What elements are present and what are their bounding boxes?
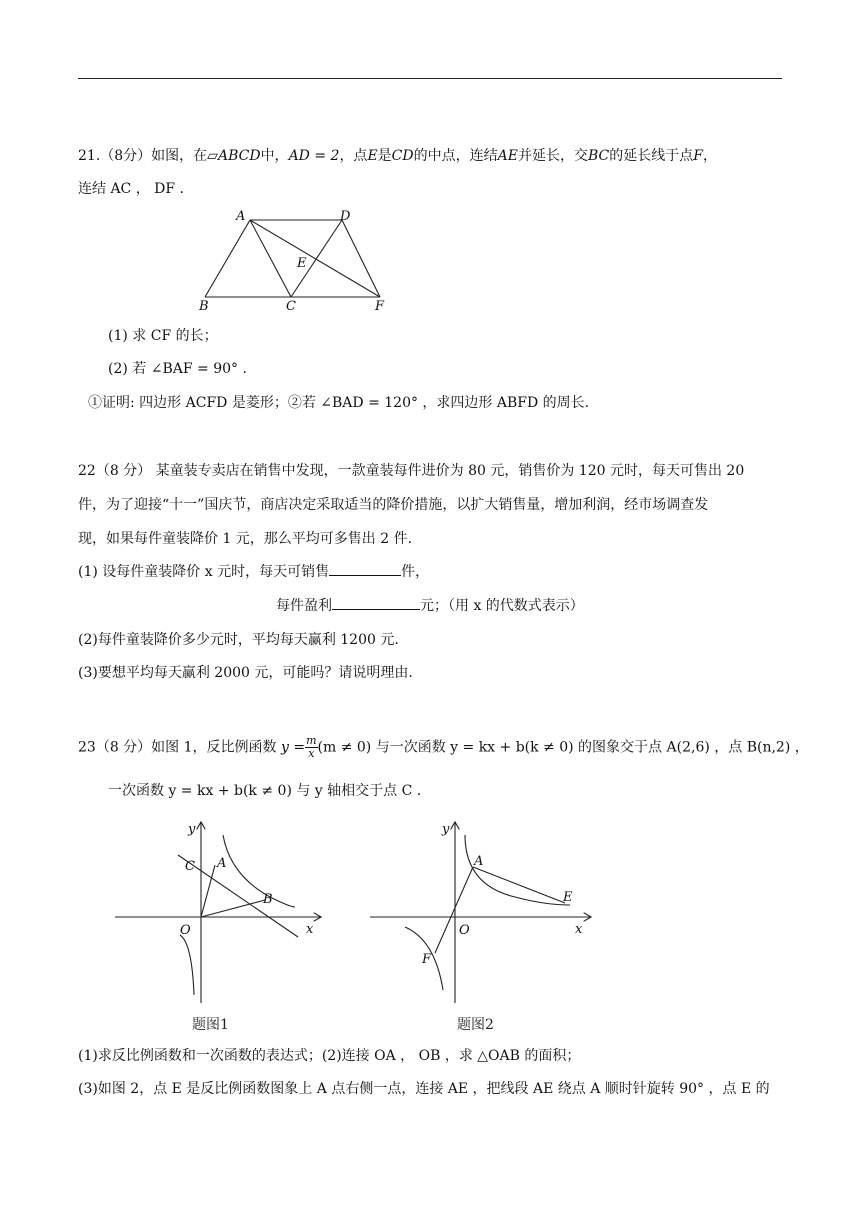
fig-label-f: F — [375, 299, 385, 314]
fig1-caption: 题图1 — [192, 1017, 229, 1033]
fig2-label-e: E — [563, 890, 573, 905]
q22-part3: (3)要想平均每天赢利 2000 元，可能吗？请说明理由. — [78, 665, 413, 681]
fig1-label-a: A — [217, 856, 227, 871]
q21-text: 的中点，连结 — [413, 148, 498, 164]
fig1-label-b: B — [263, 892, 273, 907]
q21-text: 中， — [260, 148, 289, 164]
fig1-label-x: x — [306, 922, 314, 937]
q21-text: 并延长，交 — [517, 148, 588, 164]
q22-part1-text: (1) 设每件童装降价 x 元时，每天可销售 — [78, 564, 330, 580]
q21-text: 的延长线于点 — [609, 148, 694, 164]
q22-part1-line2 — [276, 595, 584, 617]
fig-label-d: D — [340, 209, 351, 224]
fig-label-a: A — [236, 209, 246, 224]
fig2-label-o: O — [459, 923, 470, 938]
fig1-label-c: C — [185, 859, 195, 874]
q23-figure1 — [110, 815, 330, 1035]
answer-blank[interactable] — [329, 561, 401, 576]
q23-text: 23（8 分）如图 1，反比例函数 — [78, 739, 277, 756]
fig2-label-x: x — [575, 922, 583, 937]
answer-blank[interactable] — [332, 595, 420, 610]
fig1-label-o: O — [180, 923, 191, 938]
q21-text: ，点 — [339, 148, 368, 164]
q21-statement-line1 — [78, 145, 717, 167]
q21-text: CD — [391, 148, 414, 164]
fig1-label-y: y — [188, 822, 196, 837]
fig-label-b: B — [199, 299, 209, 314]
fraction-numerator: m — [306, 734, 317, 747]
fraction-denominator: x — [308, 747, 315, 760]
q21-text: F — [693, 148, 703, 164]
q22-part1-text: 每件盈利 — [276, 598, 332, 614]
q21-parallelogram-figure — [195, 205, 395, 315]
q22-statement-line2: 件，为了迎接“十一”国庆节，商店决定采取适当的降价措施，以扩大销售量，增加利润，经市场调查发 — [78, 497, 709, 513]
fig2-label-f: F — [422, 952, 432, 967]
q23-text: y = — [280, 739, 306, 756]
fig2-label-a: A — [474, 854, 484, 869]
q21-part2: (2) 若 ∠BAF = 90° . — [108, 361, 247, 377]
q22-part2: (2)每件童装降价多少元时，平均每天赢利 1200 元. — [78, 632, 399, 648]
fig-label-e: E — [297, 256, 307, 271]
q23-statement-line2: 一次函数 y = kx + b(k ≠ 0) 与 y 轴相交于点 C . — [108, 783, 422, 799]
q21-text: E — [367, 148, 378, 164]
q21-part3: ①证明: 四边形 ACFD 是菱形；②若 ∠BAD = 120° ，求四边形 ABFD 的周长. — [88, 395, 590, 411]
q22-statement-line3: 现，如果每件童装降价 1 元，那么平均可多售出 2 件. — [78, 531, 413, 547]
q21-text: ， — [702, 148, 717, 164]
fig-label-c: C — [286, 299, 296, 314]
fraction-m-over-x — [305, 735, 317, 760]
q22-part1-text: 元；（用 x 的代数式表示） — [420, 598, 584, 614]
q23-figure2 — [365, 815, 605, 1035]
q22-statement-line1: 22（8 分） 某童装专卖店在销售中发现，一款童装每件进价为 80 元，销售价为 120 元时，每天可售出 20 — [78, 463, 745, 479]
fig2-label-y: y — [442, 822, 450, 837]
q21-text: ABCD — [217, 148, 261, 164]
q21-text: BC — [587, 148, 610, 164]
q22-part1 — [78, 561, 429, 583]
q21-text: 是 — [377, 148, 392, 164]
q23-part1: (1)求反比例函数和一次函数的表达式；(2)连接 OA ， OB ，求 △OAB 的面积； — [78, 1048, 581, 1064]
q21-statement-line2: 连结 AC ， DF . — [78, 181, 185, 197]
q21-text: AE — [497, 148, 518, 164]
q23-part3: (3)如图 2，点 E 是反比例函数图象上 A 点右侧一点，连接 AE ，把线段 AE 绕点 A 顺时针旋转 90° ，点 E 的 — [78, 1081, 770, 1097]
q23-text: (m ≠ 0) 与一次函数 y = kx + b(k ≠ 0) 的图象交于点 A(2,6) ，点 B(n,2) ， — [317, 739, 809, 756]
q21-text: AD = 2 — [288, 148, 340, 164]
q21-part1: (1) 求 CF 的长； — [108, 328, 218, 344]
q21-text: 21.（8分）如图，在▱ — [78, 148, 218, 164]
q22-part1-text: 件， — [401, 564, 430, 580]
header-rule — [78, 78, 782, 79]
fig2-caption: 题图2 — [457, 1017, 494, 1033]
q23-statement-line1 — [78, 735, 809, 760]
